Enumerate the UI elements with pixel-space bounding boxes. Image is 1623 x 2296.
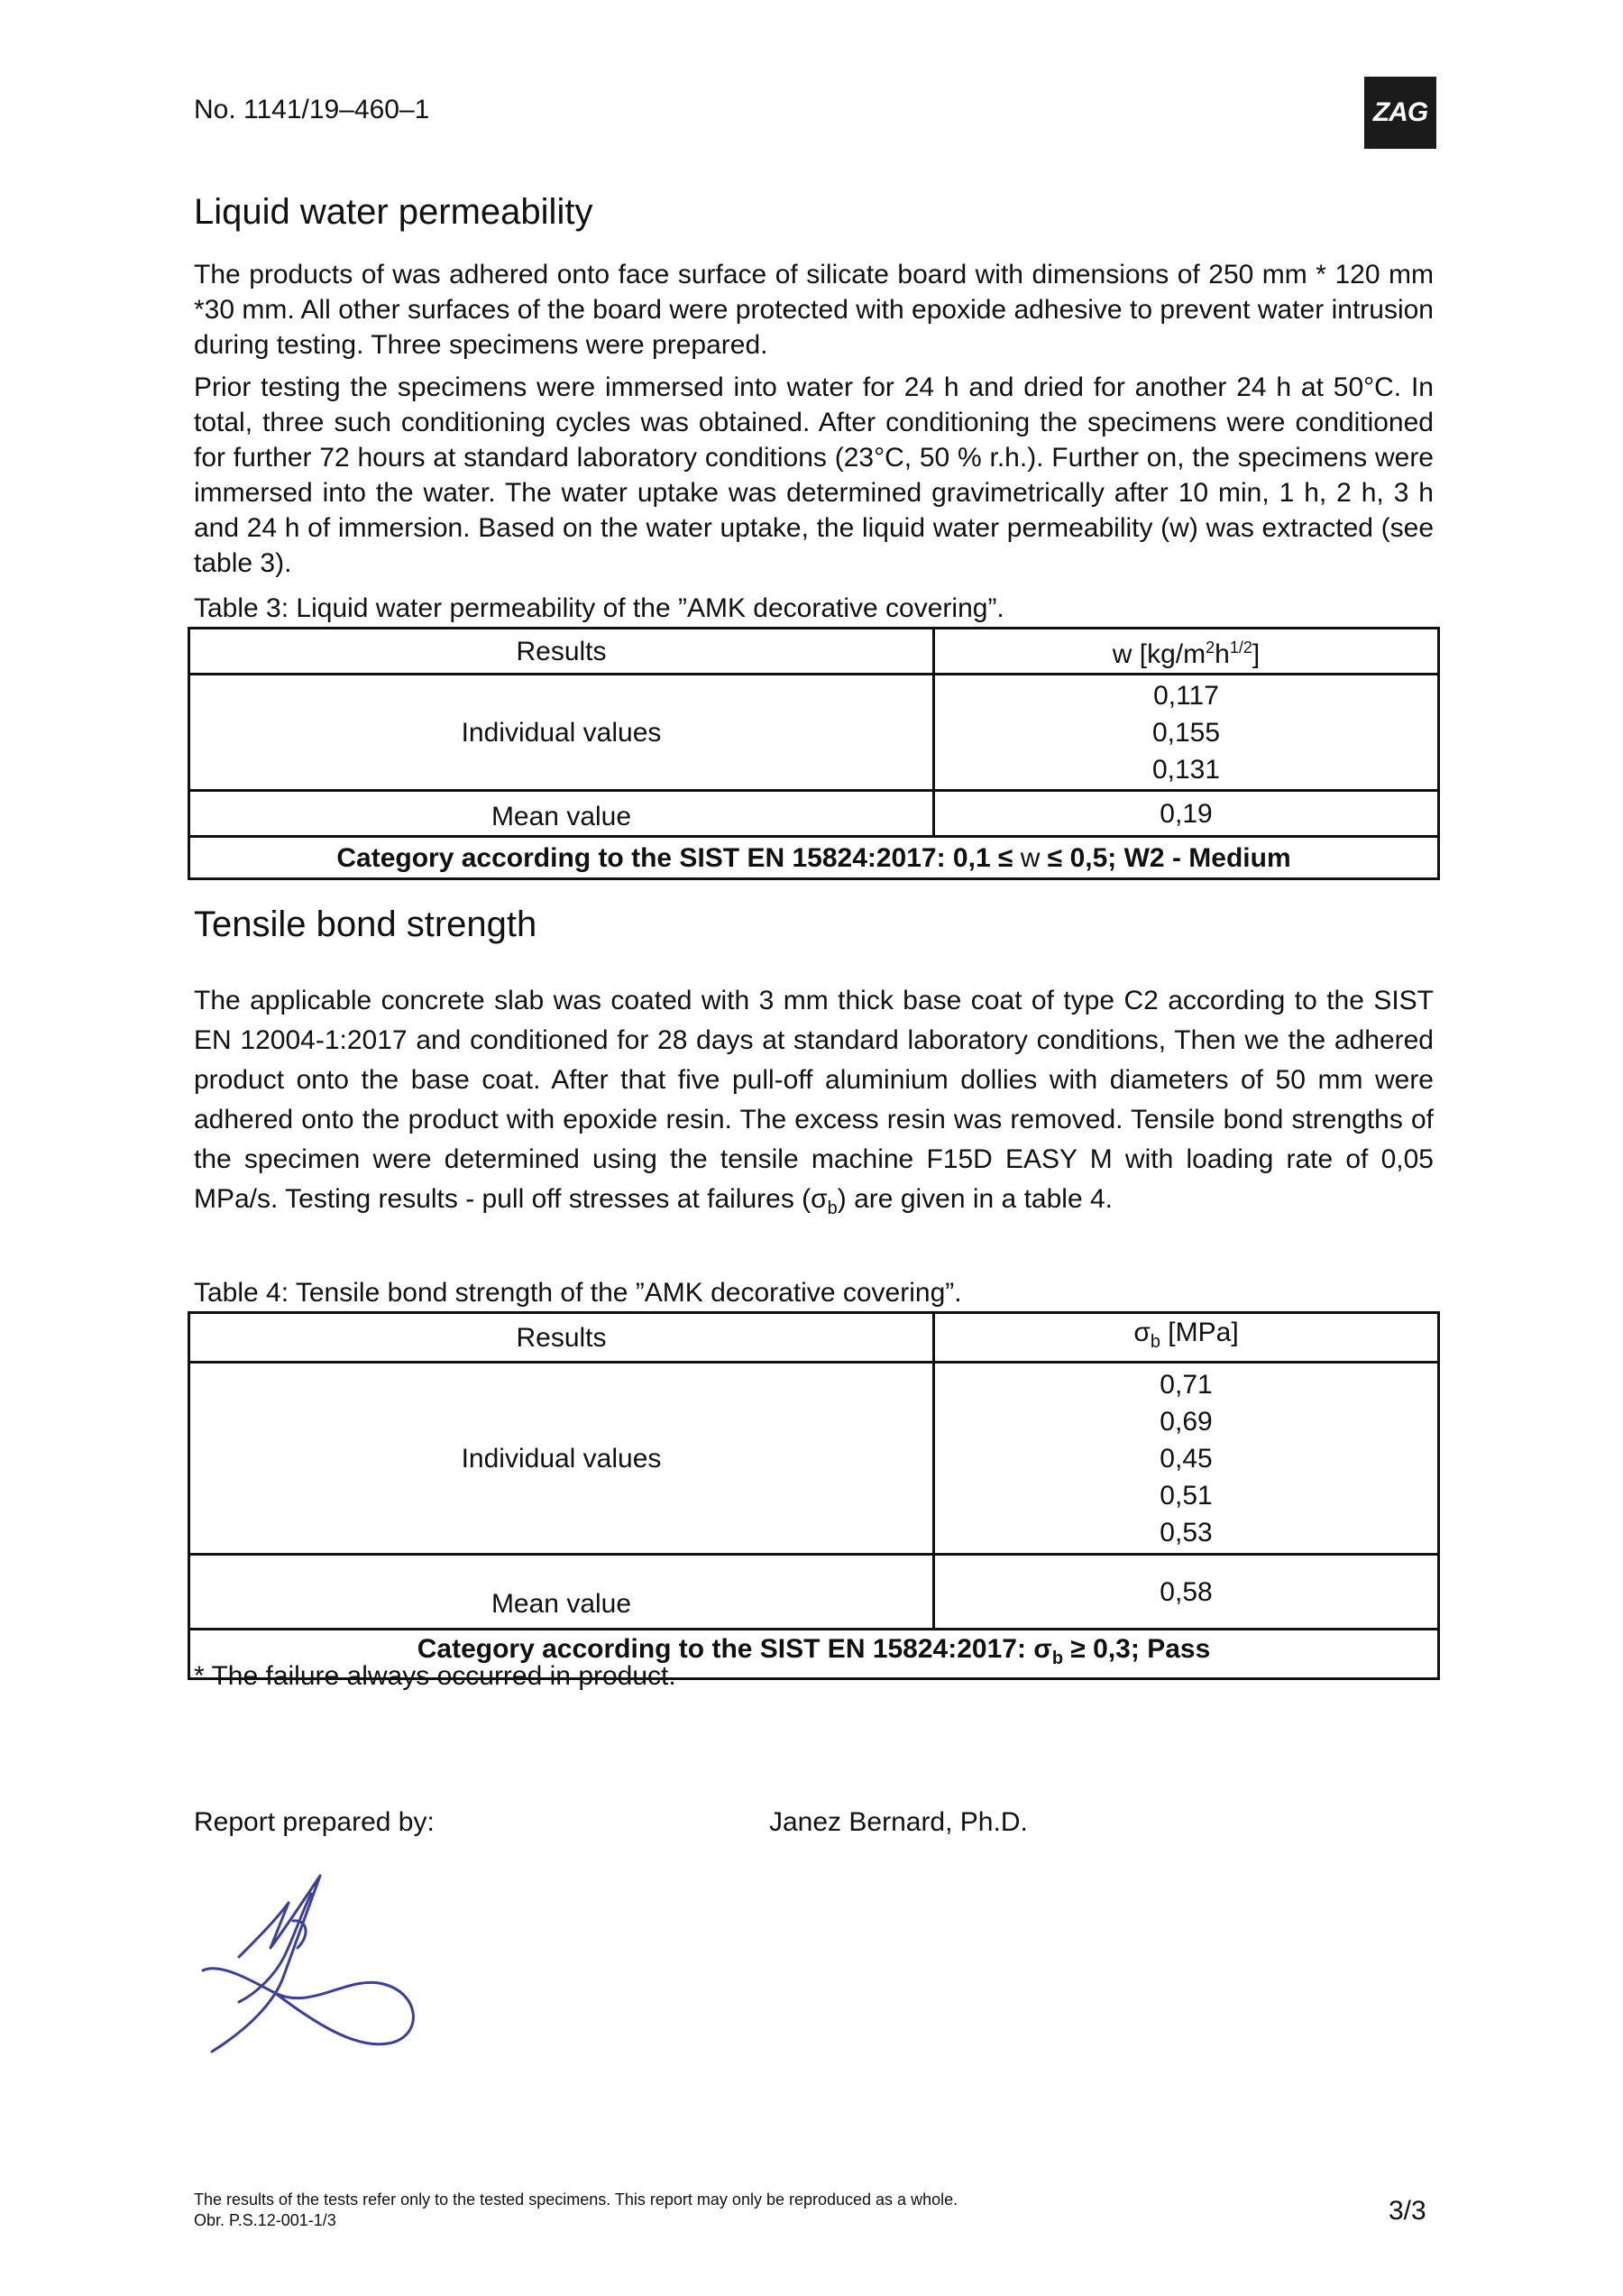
table-row [189, 629, 1439, 675]
table3-header-unit [934, 629, 1439, 675]
section2-text-end: ) are given in a table 4. [837, 1184, 1113, 1214]
table-row [189, 675, 1439, 791]
table3-unit-prefix: w [kg/m [1112, 639, 1206, 669]
table4-individual-label: Individual values [189, 1363, 934, 1555]
table3-category-prefix: Category according to the SIST EN 15824:2017: 0,1 ≤ [336, 842, 1021, 873]
table-row [189, 1363, 1439, 1555]
footnote: * The failure always occurred in product. [194, 1661, 676, 1691]
table4-category-sub: b [1051, 1649, 1064, 1668]
table-row [189, 1313, 1439, 1363]
table3-individual-label: Individual values [189, 675, 934, 791]
table3-caption: Table 3: Liquid water permeability of the ”AMK decorative covering”. [194, 593, 1004, 623]
table3-value: 0,131 [1151, 754, 1221, 785]
table4-mean-label: Mean value [189, 1555, 934, 1630]
table4-value: 0,53 [1160, 1517, 1213, 1548]
table4-header-results: Results [189, 1313, 934, 1363]
table3-category-suffix: ≤ 0,5; W2 - Medium [1040, 842, 1291, 873]
table4-header-unit [934, 1313, 1439, 1363]
table3-value: 0,155 [1151, 717, 1221, 748]
table4-unit: [MPa] [1160, 1318, 1239, 1347]
table3-unit-sup2: 1/2 [1229, 638, 1252, 657]
page-number: 3/3 [1389, 2196, 1426, 2226]
table4-sigma-sub: b [1150, 1332, 1160, 1352]
table4-individual-values [934, 1363, 1439, 1555]
table4-value: 0,51 [1160, 1480, 1213, 1511]
section2-paragraph [194, 981, 1434, 1228]
table4-value: 0,69 [1160, 1406, 1213, 1437]
table4-category-prefix: Category according to the SIST EN 15824:2017: σ [417, 1634, 1052, 1664]
prepared-by-name: Janez Bernard, Ph.D. [769, 1807, 1028, 1837]
section-title-tensile: Tensile bond strength [194, 905, 537, 944]
section1-paragraph-1: The products of was adhered onto face surface of silicate board with dimensions of 250 mm * 120 mm *30 mm. All other surfaces of the board were protected with epoxide adhesive to prevent water intrusion during testing. Three specimens were prepared. [194, 260, 1434, 360]
table3-category-w: w [1020, 842, 1041, 873]
table-row [189, 1555, 1439, 1630]
report-number: No. 1141/19–460–1 [194, 95, 430, 124]
table3-individual-values [934, 675, 1439, 791]
table-row [189, 791, 1439, 837]
zag-logo: ZAG [1364, 77, 1436, 149]
section2-text: The applicable concrete slab was coated with 3 mm thick base coat of type C2 according to the SIST EN 12004-1:2017 and conditioned for 28 days at standard laboratory conditions, Then we the adhered product onto the base coat. After that five pull-off aluminium dollies with diameters of 50 mm were adhered onto the product with epoxide resin. The excess resin was removed. Tensile bond strengths of the specimen were determined using the tensile machine F15D EASY M with loading rate of 0,05 MPa/s. Testing results - pull off stresses at failures (σ [194, 986, 1434, 1214]
table4-caption: Table 4: Tensile bond strength of the ”AMK decorative covering”. [194, 1278, 962, 1308]
table3-unit-mid: h [1215, 639, 1230, 669]
table4-mean-value: 0,58 [934, 1555, 1439, 1630]
table3-unit-sup1: 2 [1206, 638, 1215, 657]
sigma-subscript: b [827, 1199, 838, 1218]
section1-paragraph-2: Prior testing the specimens were immersed into water for 24 h and dried for another 24 h at 50°C. In total, three such conditioning cycles was obtained. After conditioning the specimens were conditioned for further 72 hours at standard laboratory conditions (23°C, 50 % r.h.). Further on, the specimens were immersed into the water. The water uptake was determined gravimetrically after 10 min, 1 h, 2 h, 3 h and 24 h of immersion. Based on the water uptake, the liquid water permeability (w) was extracted (see table 3). [194, 372, 1434, 578]
table4-category-suffix: ≥ 0,3; Pass [1063, 1634, 1211, 1664]
footer-line-2: Obr. P.S.12-001-1/3 [194, 2211, 336, 2229]
signature-icon [185, 1867, 437, 2083]
table3-value: 0,117 [1153, 680, 1219, 711]
table4-value: 0,45 [1160, 1443, 1213, 1474]
table3 [188, 627, 1440, 880]
table3-category [189, 837, 1439, 879]
section-title-liquid-water: Liquid water permeability [194, 192, 593, 232]
footer-line-1: The results of the tests refer only to the tested specimens. This report may only be reproduced as a whole. [194, 2190, 958, 2209]
table-row [189, 837, 1439, 879]
table4-sigma: σ [1133, 1318, 1151, 1347]
table4 [188, 1311, 1440, 1680]
prepared-by-label: Report prepared by: [194, 1807, 435, 1837]
table3-header-results: Results [189, 629, 934, 675]
table4-value: 0,71 [1160, 1369, 1213, 1400]
table3-mean-value: 0,19 [934, 791, 1439, 837]
table3-unit-suffix: ] [1252, 639, 1261, 669]
table3-mean-label: Mean value [189, 791, 934, 837]
footer-note [194, 2190, 958, 2231]
